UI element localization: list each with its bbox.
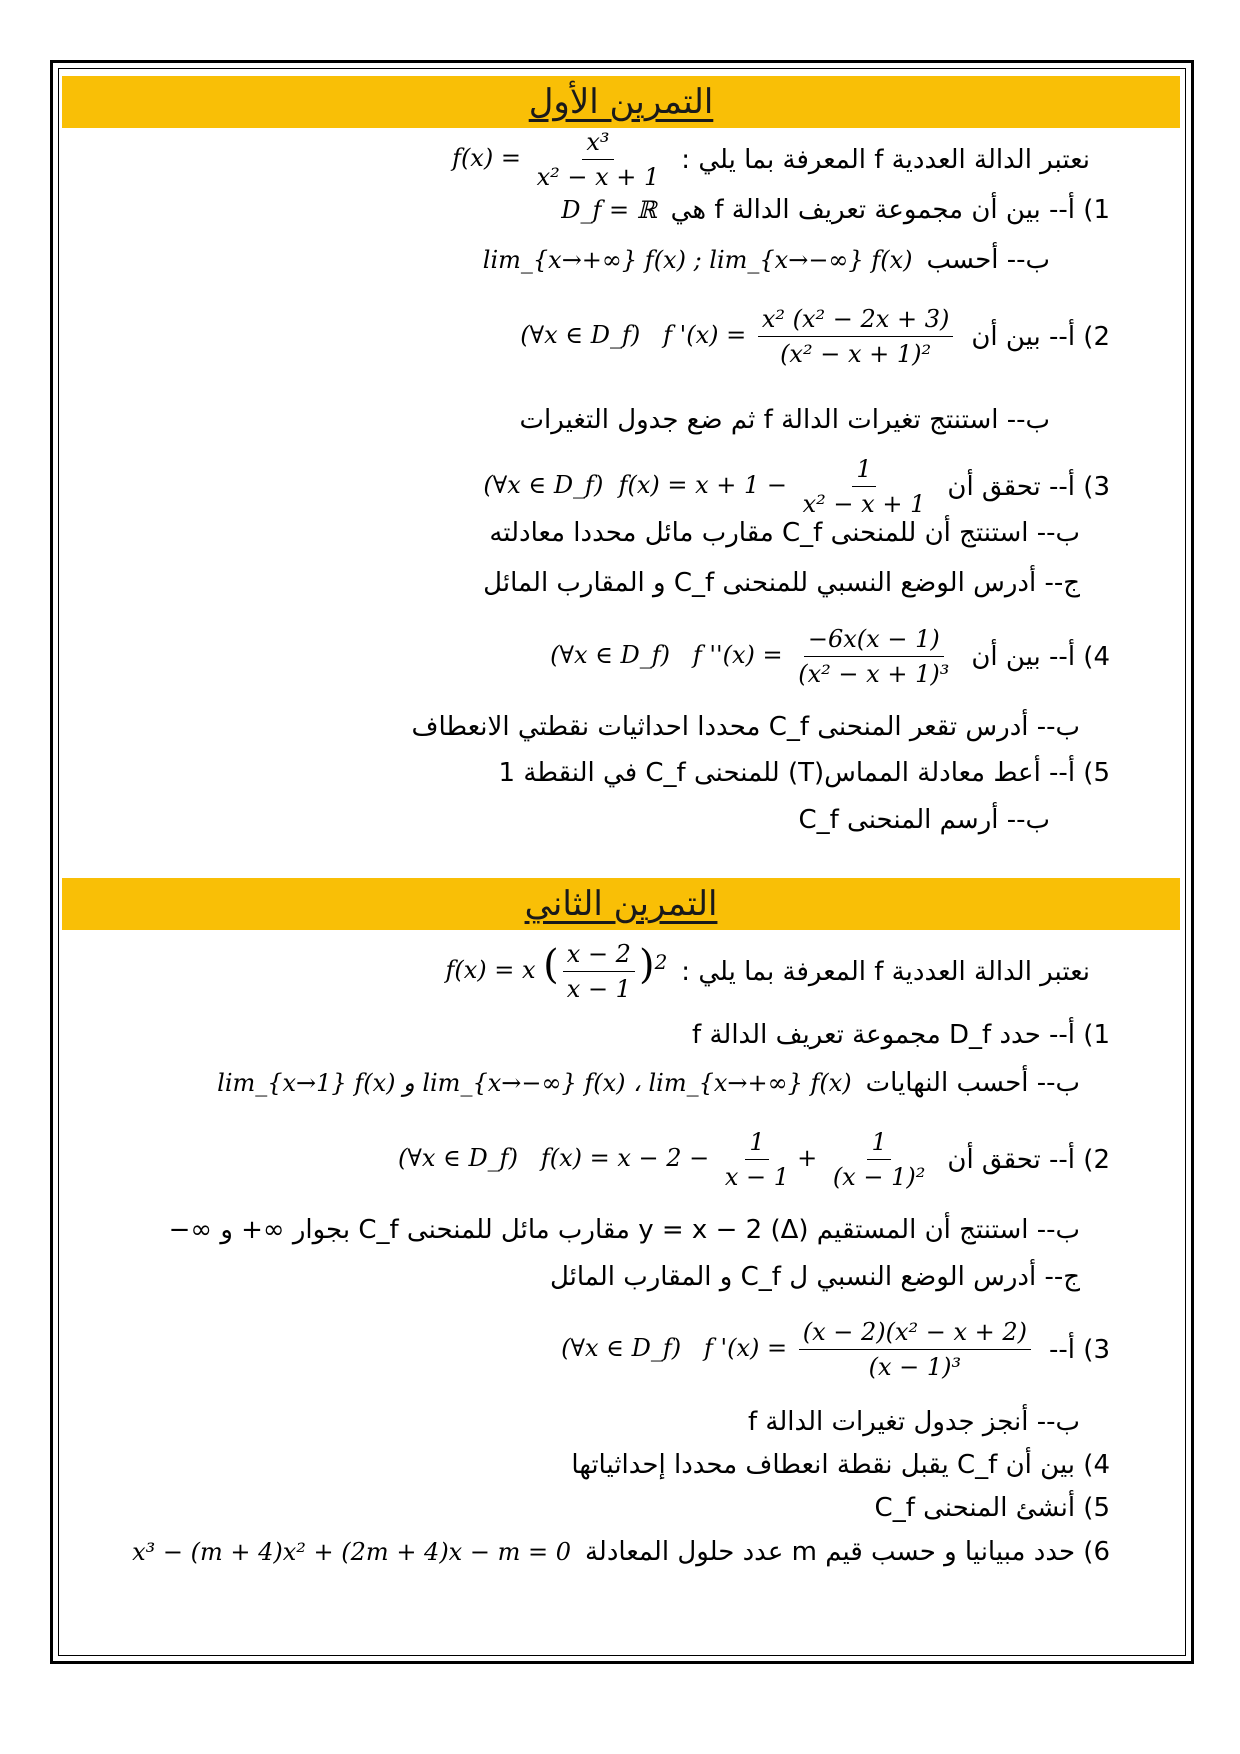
ex2-q3b-text: ب-- أنجز جدول تغيرات الدالة f <box>747 1407 1080 1437</box>
ex1-q4a <box>550 625 1110 688</box>
ex1-q1a <box>561 195 1110 225</box>
ex2-intro <box>445 940 1090 1003</box>
ex2-q6 <box>132 1537 1110 1567</box>
ex1-q3a-text: 3) أ-- تحقق أن <box>947 471 1110 502</box>
ex2-q2c <box>550 1262 1080 1292</box>
ex1-q2b <box>520 405 1050 435</box>
ex1-q2b-text: ب-- استنتج تغيرات الدالة f ثم ضع جدول التغيرات <box>519 405 1050 435</box>
ex1-q1a-formula: D_f = ℝ <box>561 196 657 224</box>
ex1-q4b <box>412 712 1080 742</box>
exercise-1-header <box>62 76 1180 128</box>
ex2-q1b-text: ب-- أحسب النهايات <box>865 1068 1080 1098</box>
ex2-q2a-formula: (∀x ∈ D_f) f(x) = x − 2 − $\frac{1}{x - 1}$ + $\frac{1}{\text{(x − 1)²}}$ <box>398 1128 926 1191</box>
ex1-q3b <box>489 518 1080 548</box>
ex1-q3a-formula: (∀x ∈ D_f) f(x) = x + 1 − $\frac{1}{\text{x² − x + 1}}$ <box>483 455 926 518</box>
ex1-q2a-formula: (∀x ∈ D_f) f '(x) = $\frac{\text{x² (x² − 2x + 3)}}{\text{(x² − x + 1)²}}$ <box>520 305 957 368</box>
ex1-intro-formula: f(x) = $\frac{\text{x³}}{\text{x² − x + 1}}$ <box>452 128 660 191</box>
ex2-q2b <box>169 1215 1080 1245</box>
ex1-q5b <box>798 805 1050 835</box>
ex1-q5b-text: ب-- أرسم المنحنى C_f <box>798 805 1050 835</box>
exercise-1-title: التمرين الأول <box>528 82 714 122</box>
exercise-2-title: التمرين الثاني <box>524 884 718 924</box>
ex2-q3a-text: 3) أ-- <box>1049 1334 1110 1365</box>
ex1-intro <box>452 128 1090 191</box>
ex1-q2a <box>520 305 1110 368</box>
ex2-q2c-text: ج-- أدرس الوضع النسبي ل C_f و المقارب المائل <box>549 1262 1080 1292</box>
ex2-intro-formula: f(x) = x ( $\frac{x - 2}{x - 1}$ )$^2$ <box>445 940 668 1003</box>
ex2-q1a-text: 1) أ-- حدد D_f مجموعة تعريف الدالة f <box>692 1020 1110 1050</box>
ex2-q2b-text: ب-- استنتج أن المستقيم y = x − 2 (Δ) مقارب مائل للمنحنى C_f بجوار ∞+ و ∞− <box>168 1215 1080 1245</box>
ex1-q5a <box>499 758 1110 788</box>
ex1-q3c <box>483 568 1080 598</box>
ex2-q5 <box>875 1493 1110 1523</box>
ex2-q1a <box>692 1020 1110 1050</box>
ex2-q4-text: 4) بين أن C_f يقبل نقطة انعطاف محددا إحداثياتها <box>571 1450 1110 1480</box>
ex2-q2a-text: 2) أ-- تحقق أن <box>947 1144 1110 1175</box>
ex2-q3a-formula: (∀x ∈ D_f) f '(x) = $\frac{\text{(x − 2)(x² − x + 2)}}{\text{(x − 1)³}}$ <box>561 1318 1035 1381</box>
ex2-q3b <box>748 1407 1080 1437</box>
ex1-intro-text: نعتبر الدالة العددية f المعرفة بما يلي : <box>681 144 1090 175</box>
ex2-q6-formula: x³ − (m + 4)x² + (2m + 4)x − m = 0 <box>132 1538 571 1566</box>
ex2-q4 <box>571 1450 1110 1480</box>
ex1-q1b-formula: lim_{x→+∞} f(x) ; lim_{x→−∞} f(x) <box>482 246 913 274</box>
ex1-q3c-text: ج-- أدرس الوضع النسبي للمنحنى C_f و المقارب المائل <box>483 568 1080 598</box>
exercise-2-header <box>62 878 1180 930</box>
ex2-q1b-formula: lim_{x→1} f(x) و lim_{x→−∞} f(x) ، lim_{x→+∞} f(x) <box>217 1069 852 1097</box>
ex2-intro-text: نعتبر الدالة العددية f المعرفة بما يلي : <box>681 956 1090 987</box>
ex2-q3a <box>561 1318 1110 1381</box>
ex1-q4b-text: ب-- أدرس تقعر المنحنى C_f محددا احداثيات نقطتي الانعطاف <box>411 712 1080 742</box>
ex2-q6-text: 6) حدد مبيانيا و حسب قيم m عدد حلول المعادلة <box>584 1537 1110 1567</box>
ex2-q1b <box>217 1068 1080 1098</box>
ex2-q5-text: 5) أنشئ المنحنى C_f <box>874 1493 1110 1523</box>
ex2-q2a <box>398 1128 1110 1191</box>
ex1-q2a-text: 2) أ-- بين أن <box>971 321 1110 352</box>
ex1-q3b-text: ب-- استنتج أن للمنحنى C_f مقارب مائل محددا معادلته <box>489 518 1080 548</box>
ex1-q3a <box>483 455 1110 518</box>
ex1-q4a-formula: (∀x ∈ D_f) f ''(x) = $\frac{-6x(x - 1)}{\text{(x² − x + 1)³}}$ <box>550 625 950 688</box>
ex1-q1a-text: 1) أ-- بين أن مجموعة تعريف الدالة f هي <box>670 195 1110 225</box>
ex1-q1b <box>483 245 1050 275</box>
ex1-q4a-text: 4) أ-- بين أن <box>971 641 1110 672</box>
ex1-q5a-text: 5) أ-- أعط معادلة المماس(T) للمنحنى C_f في النقطة 1 <box>498 758 1110 788</box>
ex1-q1b-text: ب-- أحسب <box>926 245 1050 275</box>
